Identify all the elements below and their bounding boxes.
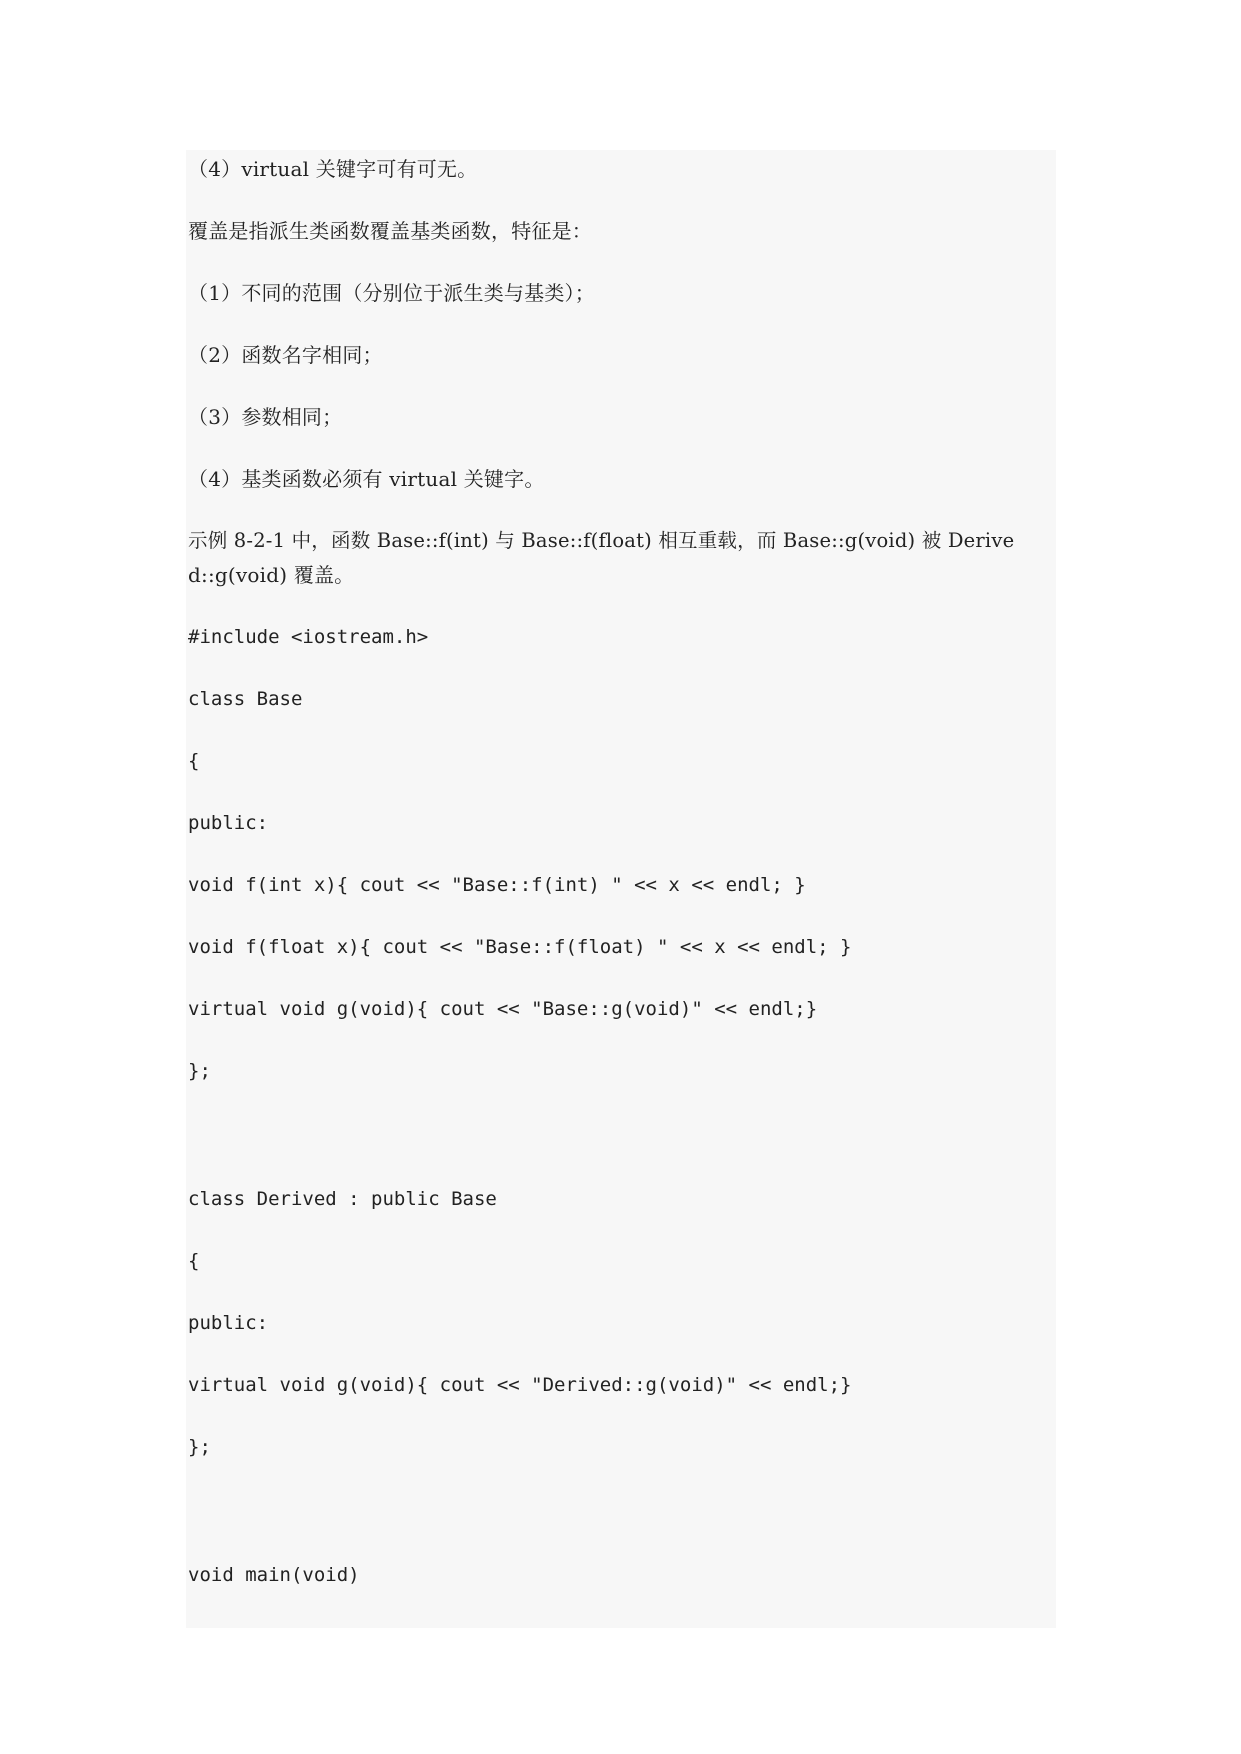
code-line: public: — [188, 1312, 269, 1334]
text-line: （3）参数相同； — [188, 405, 343, 429]
code-line: }; — [188, 1436, 211, 1458]
text-line: （4）基类函数必须有 virtual 关键字。 — [188, 467, 545, 491]
code-line: virtual void g(void){ cout << "Derived::g(void)" << endl;} — [188, 1374, 852, 1396]
text-line: （2）函数名字相同； — [188, 343, 383, 367]
text-line: 覆盖是指派生类函数覆盖基类函数，特征是： — [188, 219, 592, 243]
code-line: void main(void) — [188, 1564, 360, 1586]
text-line: （1）不同的范围（分别位于派生类与基类）； — [188, 281, 595, 305]
code-line: class Base — [188, 688, 303, 710]
code-line: virtual void g(void){ cout << "Base::g(void)" << endl;} — [188, 998, 818, 1020]
text-line: 示例 8-2-1 中，函数 Base::f(int) 与 Base::f(float) 相互重载，而 Base::g(void) 被 Derive — [188, 529, 1015, 552]
code-line: void f(int x){ cout << "Base::f(int) " << x << endl; } — [188, 874, 806, 896]
code-line: void f(float x){ cout << "Base::f(float) " << x << endl; } — [188, 936, 852, 958]
code-line: { — [188, 1250, 200, 1272]
code-line: public: — [188, 812, 269, 834]
code-line: #include <iostream.h> — [188, 626, 429, 648]
text-line: （4）virtual 关键字可有可无。 — [188, 157, 478, 181]
text-line: d::g(void) 覆盖。 — [188, 563, 355, 587]
code-line: }; — [188, 1060, 211, 1082]
code-line: { — [188, 750, 200, 772]
code-line: class Derived : public Base — [188, 1188, 497, 1210]
